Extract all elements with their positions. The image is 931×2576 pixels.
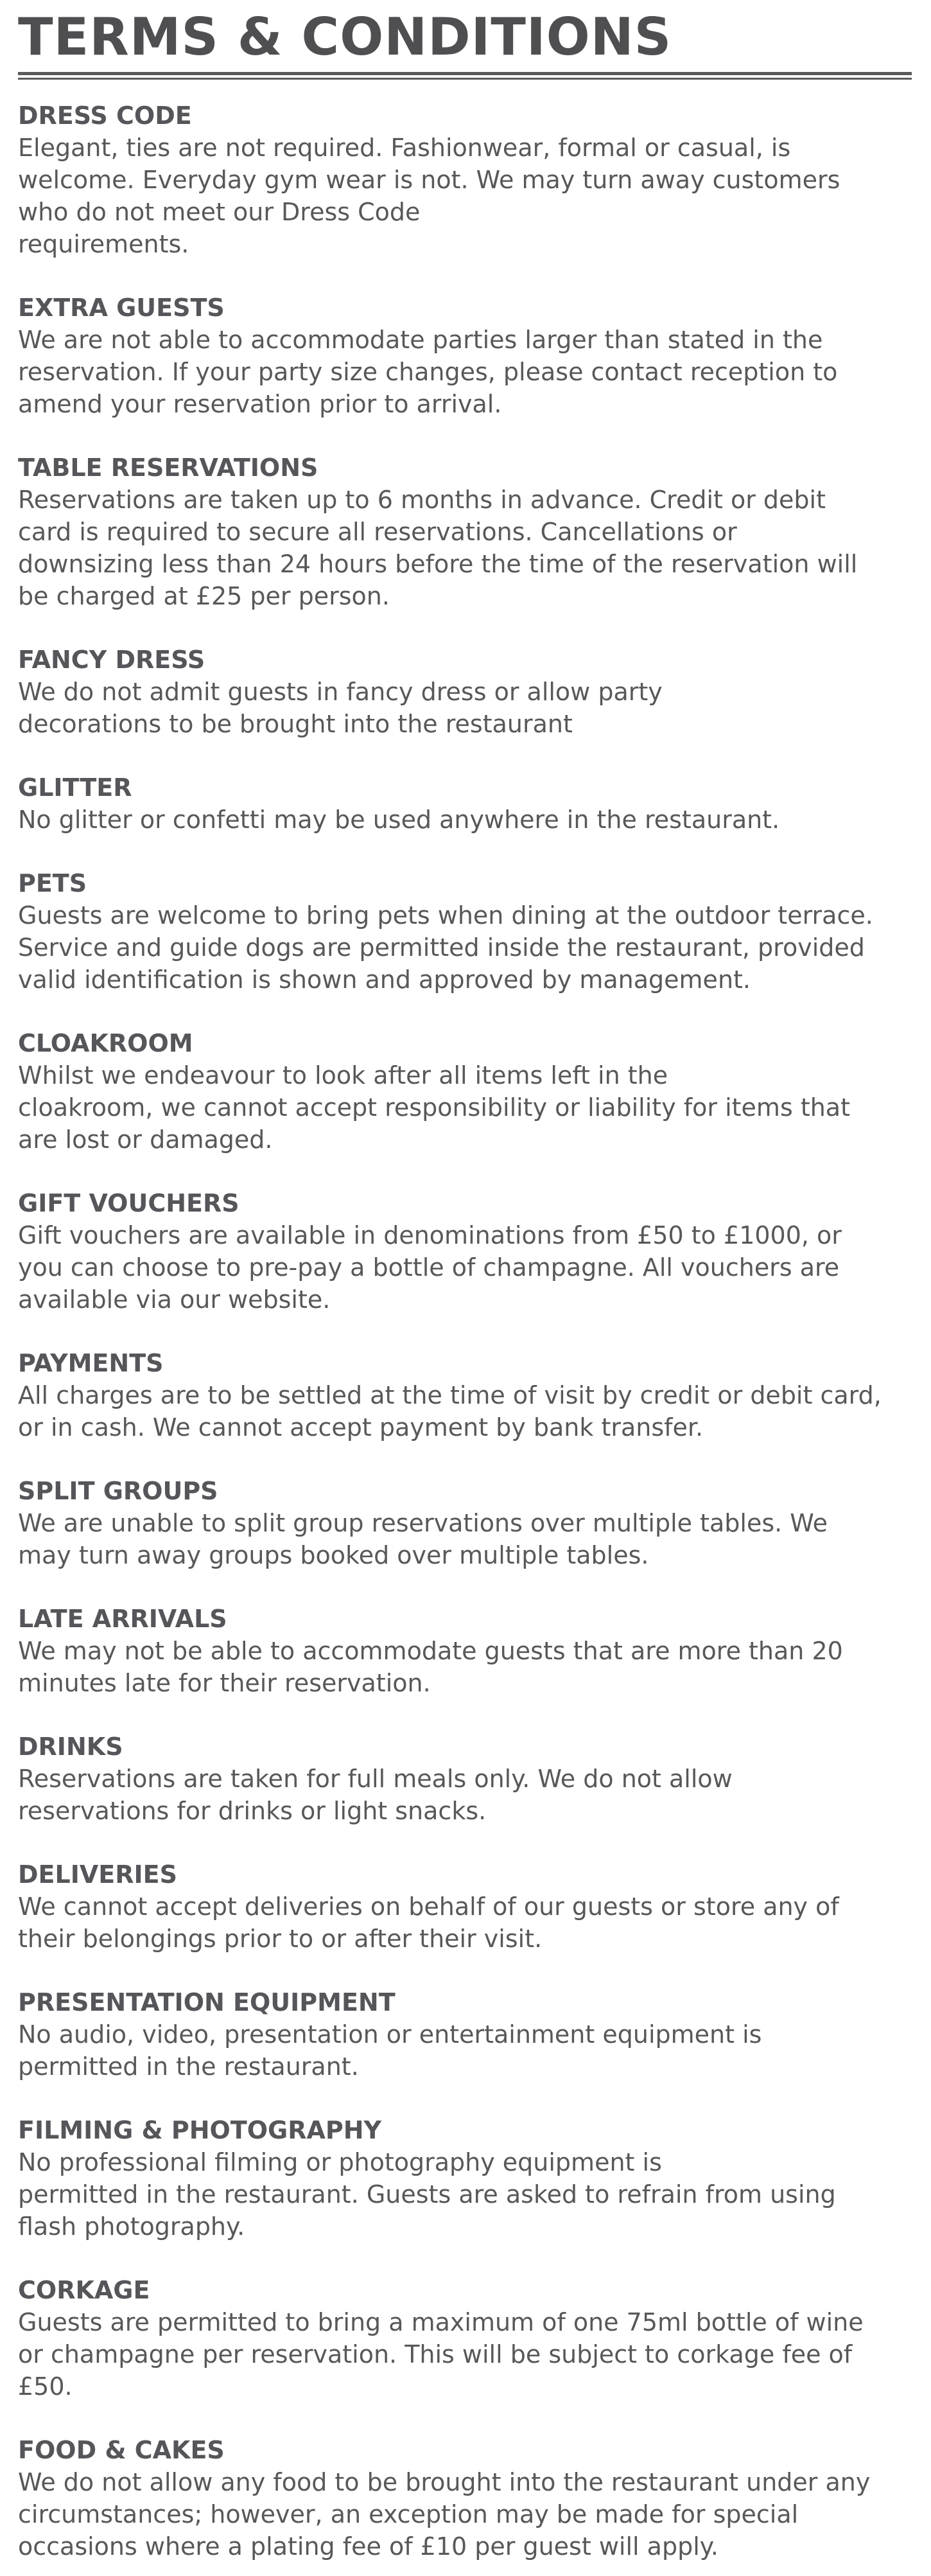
terms-section	[18, 2274, 913, 2403]
section-heading: PAYMENTS	[18, 1349, 164, 1377]
section-heading: LATE ARRIVALS	[18, 1605, 227, 1633]
terms-section	[18, 1603, 913, 1699]
section-body	[18, 1891, 913, 1955]
section-text-line: welcome. Everyday gym wear is not. We may turn away customers	[18, 166, 840, 194]
divider-thick-line	[18, 72, 912, 75]
section-text-line: occasions where a plating fee of £10 per guest will apply.	[18, 2532, 718, 2561]
section-text-line: amend your reservation prior to arrival.	[18, 390, 502, 418]
terms-section	[18, 100, 913, 260]
section-body	[18, 484, 913, 612]
section-text-line: Reservations are taken for full meals only. We do not allow	[18, 1765, 733, 1793]
section-body	[18, 1635, 913, 1699]
terms-section	[18, 1986, 913, 2083]
section-text-line: £50.	[18, 2372, 73, 2401]
section-text-line: their belongings prior to or after their visit.	[18, 1925, 543, 1953]
section-heading: TABLE RESERVATIONS	[18, 454, 318, 482]
section-text-line: or in cash. We cannot accept payment by bank transfer.	[18, 1413, 704, 1442]
section-text-line: be charged at £25 per person.	[18, 582, 390, 610]
section-text-line: No glitter or confetti may be used anywhere in the restaurant.	[18, 806, 780, 834]
section-text-line: We cannot accept deliveries on behalf of our guests or store any of	[18, 1892, 839, 1921]
section-text-line: are lost or damaged.	[18, 1125, 273, 1154]
terms-section	[18, 2434, 913, 2563]
section-heading: DELIVERIES	[18, 1860, 177, 1889]
terms-section	[18, 772, 913, 836]
section-body	[18, 676, 913, 740]
section-body	[18, 899, 913, 996]
section-text-line: you can choose to pre-pay a bottle of champagne. All vouchers are	[18, 1253, 840, 1282]
section-text-line: We are not able to accommodate parties larger than stated in the	[18, 326, 823, 354]
section-heading: DRINKS	[18, 1733, 123, 1761]
section-text-line: permitted in the restaurant.	[18, 2052, 359, 2081]
terms-section	[18, 1475, 913, 1571]
page-title: TERMS & CONDITIONS	[18, 7, 672, 67]
section-text-line: requirements.	[18, 230, 189, 258]
section-text-line: We do not allow any food to be brought into the restaurant under any	[18, 2468, 871, 2496]
section-body	[18, 1763, 913, 1827]
section-text-line: Service and guide dogs are permitted inside the restaurant, provided	[18, 933, 865, 962]
section-heading: FOOD & CAKES	[18, 2436, 225, 2464]
section-text-line: permitted in the restaurant. Guests are asked to refrain from using	[18, 2180, 836, 2209]
section-heading: FILMING & PHOTOGRAPHY	[18, 2116, 382, 2144]
section-body	[18, 2466, 913, 2563]
terms-section	[18, 1027, 913, 1156]
section-body	[18, 1059, 913, 1156]
terms-section	[18, 1731, 913, 1827]
section-body	[18, 132, 913, 260]
section-text-line: All charges are to be settled at the time of visit by credit or debit card,	[18, 1381, 882, 1409]
terms-section	[18, 2114, 913, 2243]
terms-sections	[18, 100, 913, 2563]
section-text-line: decorations to be brought into the restaurant	[18, 710, 573, 738]
divider-thin-line	[18, 78, 912, 80]
section-body	[18, 2146, 913, 2243]
section-text-line: or champagne per reservation. This will be subject to corkage fee of	[18, 2340, 853, 2369]
section-text-line: No professional filming or photography equipment is	[18, 2148, 662, 2176]
terms-section	[18, 452, 913, 612]
section-text-line: circumstances; however, an exception may be made for special	[18, 2500, 799, 2528]
section-text-line: available via our website.	[18, 1285, 331, 1314]
section-text-line: Elegant, ties are not required. Fashionwear, formal or casual, is	[18, 134, 791, 162]
terms-section	[18, 1187, 913, 1316]
section-text-line: Reservations are taken up to 6 months in advance. Credit or debit	[18, 486, 826, 514]
terms-section	[18, 1347, 913, 1443]
section-text-line: Guests are permitted to bring a maximum of one 75ml bottle of wine	[18, 2308, 864, 2336]
section-text-line: minutes late for their reservation.	[18, 1669, 431, 1697]
section-body	[18, 1379, 913, 1443]
section-body	[18, 1219, 913, 1316]
section-heading: GLITTER	[18, 773, 132, 802]
section-text-line: Whilst we endeavour to look after all items left in the	[18, 1061, 668, 1090]
section-heading: FANCY DRESS	[18, 646, 205, 674]
section-text-line: cloakroom, we cannot accept responsibility or liability for items that	[18, 1093, 850, 1122]
section-body	[18, 324, 913, 420]
section-heading: EXTRA GUESTS	[18, 294, 225, 322]
terms-section	[18, 1858, 913, 1955]
section-text-line: reservations for drinks or light snacks.	[18, 1797, 487, 1825]
section-text-line: We are unable to split group reservations over multiple tables. We	[18, 1509, 828, 1537]
section-text-line: card is required to secure all reservations. Cancellations or	[18, 518, 737, 546]
section-body	[18, 2306, 913, 2403]
section-text-line: reservation. If your party size changes, please contact reception to	[18, 358, 838, 386]
section-text-line: Gift vouchers are available in denominations from £50 to £1000, or	[18, 1221, 842, 1249]
section-body	[18, 2018, 913, 2083]
section-text-line: may turn away groups booked over multiple tables.	[18, 1541, 649, 1569]
section-text-line: who do not meet our Dress Code	[18, 198, 421, 226]
section-text-line: Guests are welcome to bring pets when dining at the outdoor terrace.	[18, 901, 873, 930]
section-heading: PETS	[18, 869, 87, 897]
section-text-line: No audio, video, presentation or entertainment equipment is	[18, 2020, 762, 2049]
section-text-line: flash photography.	[18, 2212, 245, 2241]
section-heading: CLOAKROOM	[18, 1029, 193, 1057]
title-divider	[18, 72, 912, 80]
section-body	[18, 804, 913, 836]
section-heading: PRESENTATION EQUIPMENT	[18, 1988, 396, 2016]
section-heading: CORKAGE	[18, 2276, 150, 2304]
section-heading: SPLIT GROUPS	[18, 1477, 218, 1505]
terms-section	[18, 292, 913, 420]
section-text-line: We do not admit guests in fancy dress or allow party	[18, 678, 663, 706]
section-text-line: valid identification is shown and approved by management.	[18, 966, 751, 994]
terms-section	[18, 867, 913, 996]
section-text-line: We may not be able to accommodate guests that are more than 20	[18, 1637, 843, 1665]
terms-section	[18, 644, 913, 740]
section-heading: DRESS CODE	[18, 101, 192, 130]
section-heading: GIFT VOUCHERS	[18, 1189, 239, 1217]
section-body	[18, 1507, 913, 1571]
section-text-line: downsizing less than 24 hours before the time of the reservation will	[18, 550, 858, 578]
